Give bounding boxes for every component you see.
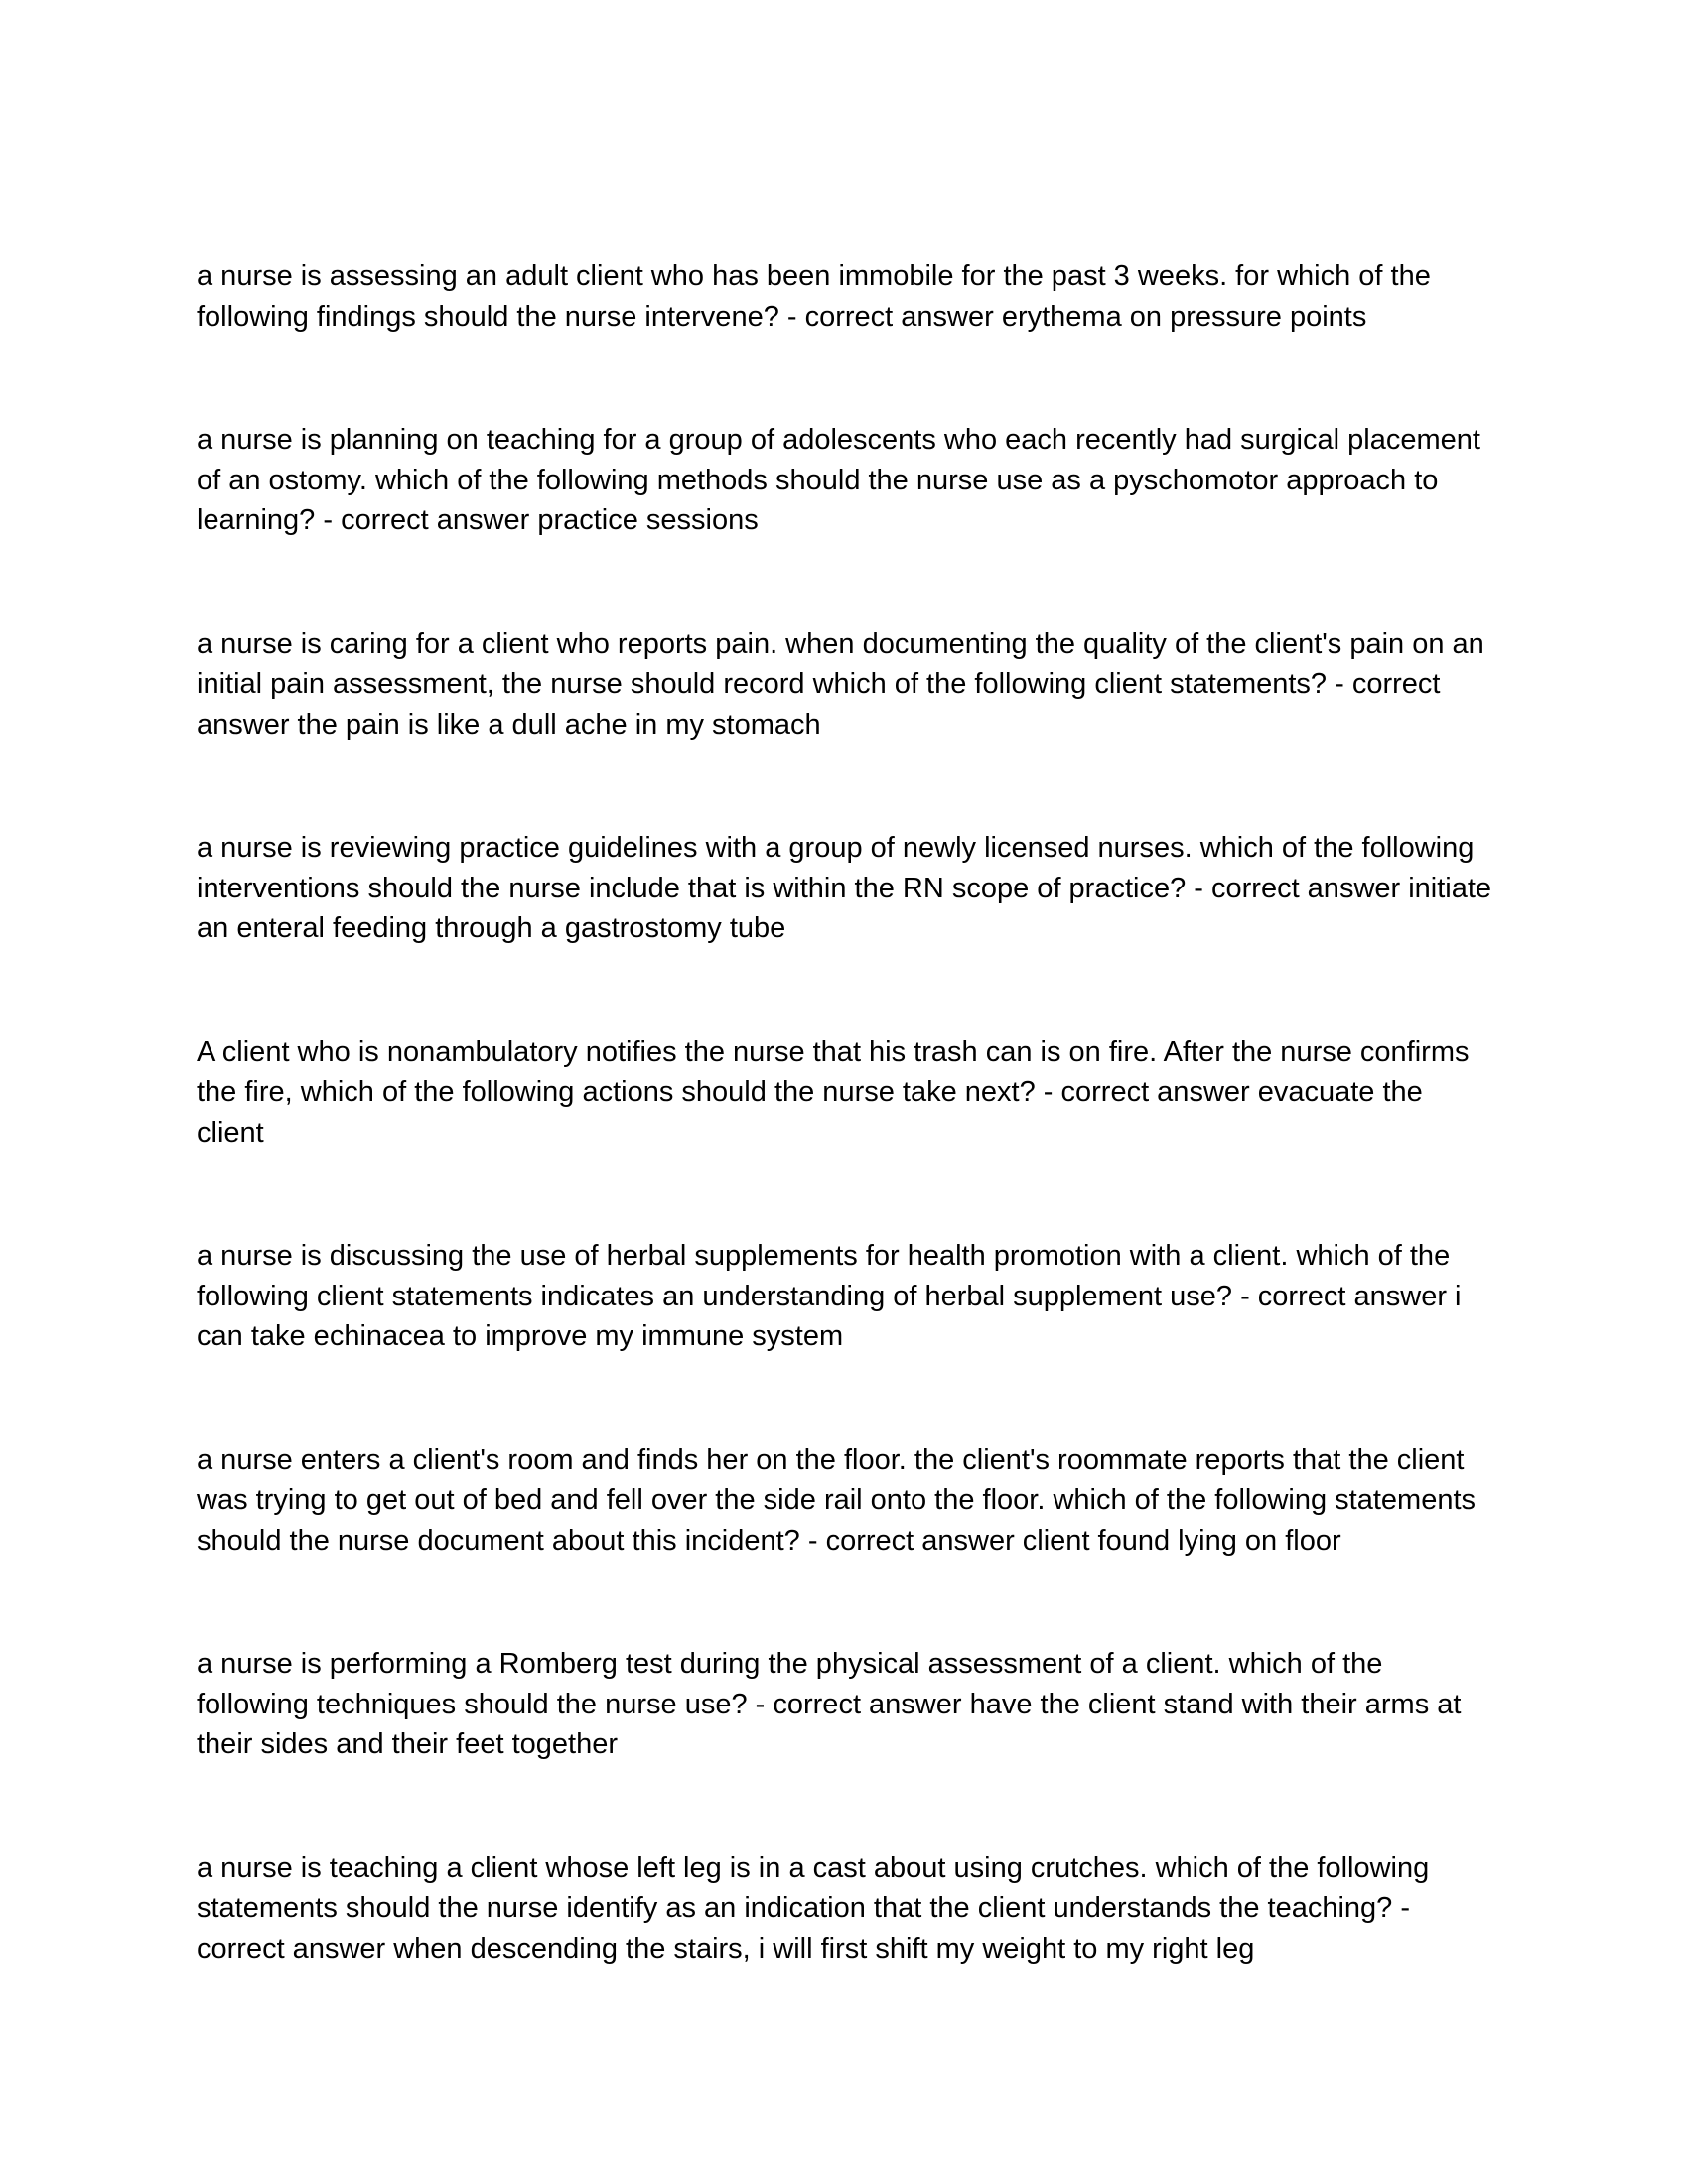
question-answer-item: a nurse is assessing an adult client who has been immobile for the past 3 weeks. for which of the following findings should the nurse intervene? - correct answer erythema on pressure points — [197, 260, 1431, 333]
question-answer-item: a nurse is planning on teaching for a group of adolescents who each recently had surgical placement of an ostomy. which of the following methods should the nurse use as a pyschomotor approach to learning? - correct answer practice sessions — [197, 424, 1480, 536]
question-answer-item: A client who is nonambulatory notifies the nurse that his trash can is on fire. After the nurse confirms the fire, which of the following actions should the nurse take next? - correct answer evacuate the client — [197, 1035, 1470, 1149]
question-answer-item: a nurse is teaching a client whose left leg is in a cast about using crutches. which of the following statements should the nurse identify as an indication that the client understands the teaching? - correct answer when descending the stairs, i will first shift my weight to my right leg — [197, 1851, 1430, 1965]
question-answer-item: a nurse is reviewing practice guidelines with a group of newly licensed nurses. which of the following interventions should the nurse include that is within the RN scope of practice? - correct answer initiate an enteral feeding through a gastrostomy tube — [197, 832, 1492, 944]
question-answer-item: a nurse is discussing the use of herbal supplements for health promotion with a client. which of the following client statements indicates an understanding of herbal supplement use? - correct answer i can take echinacea to improve my immune system — [197, 1240, 1462, 1352]
question-answer-item: a nurse enters a client's room and finds her on the floor. the client's roommate reports that the client was trying to get out of bed and fell over the side rail onto the floor. which of the following statements should the nurse document about this incident? - correct answer client found lying on floor — [197, 1443, 1477, 1557]
question-answer-item: a nurse is performing a Romberg test during the physical assessment of a client. which of the following techniques should the nurse use? - correct answer have the client stand with their arms at their sides and their feet together — [197, 1648, 1462, 1760]
question-answer-item: a nurse is caring for a client who reports pain. when documenting the quality of the client's pain on an initial pain assessment, the nurse should record which of the following client statements? - correct answer the pain is like a dull ache in my stomach — [197, 627, 1484, 741]
question-answer-list — [197, 256, 1497, 1969]
